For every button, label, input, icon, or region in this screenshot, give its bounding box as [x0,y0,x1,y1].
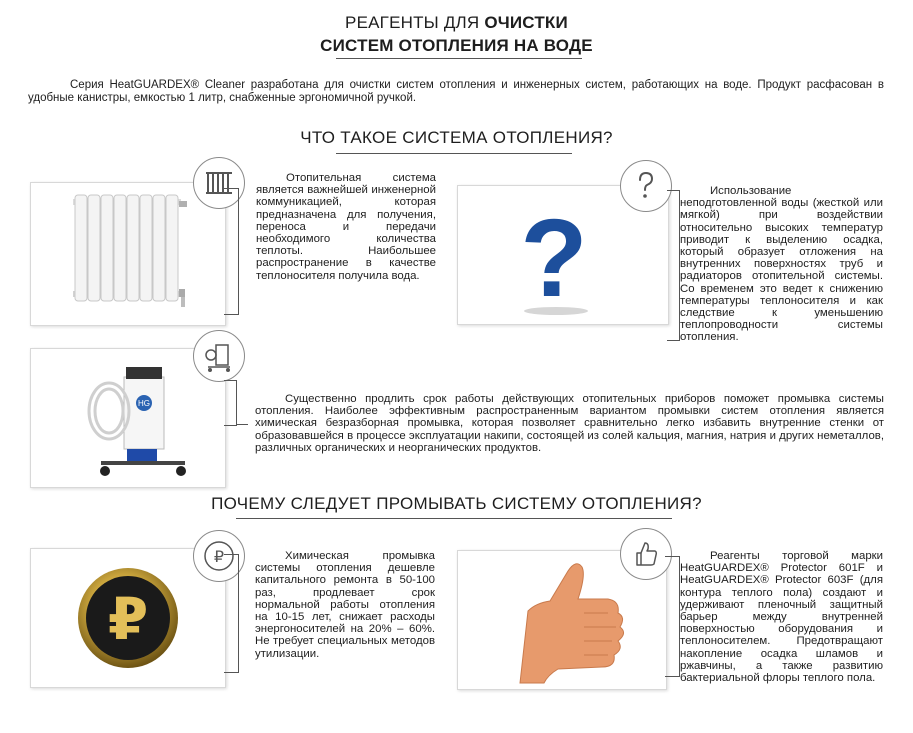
radiator-connector-bottom [224,314,238,315]
device-connector-tail [236,424,248,425]
question-text: Использование неподготовленной воды (жесткой или мягкой) при воздействии относительно высоких температур приводит к выделению осадка, который образует отложения на внутренних поверхностях труб и радиаторов отопительной системы. Со временем это ведет к снижению температуры теплоносителя и как следствие к уменьшению теплопроводности системы отопления. [680,185,883,344]
question-connector [667,190,680,341]
thumb-text: Реагенты торговой марки HeatGUARDEX® Protector 601F и HeatGUARDEX® Protector 603F (для контура теплого пола) создают и удерживают пленочный защитный барьер между внутренней поверхностью оборудования и теплоносителем. Предотвращают накопление осадка шламов и ржавчины, а также развитию бактериальной флоры теплого пола. [680,550,883,685]
thumb-connector [665,556,680,677]
page-subtitle: СИСТЕМ ОТОПЛЕНИЯ НА ВОДЕ [320,36,593,55]
ruble-sign-image: ₽ [107,585,149,653]
section1-underline [336,153,572,154]
device-connector [224,380,237,426]
svg-text:HG: HG [138,399,150,408]
question-mark-image: ? [520,197,588,320]
thumbs-up-image [520,564,624,683]
section1-heading: ЧТО ТАКОЕ СИСТЕМА ОТОПЛЕНИЯ? [300,128,613,147]
thumb-connector-bottom [665,676,679,677]
flushing-device-image [89,367,186,476]
radiator-connector [224,188,239,315]
ruble-text: Химическая промывка системы отопления дешевле капитального ремонта в 50-100 раз, продлевает срок нормальной работы отопления на 10-15 лет, снижает расходы энергоносителей на 20% – 60%. Не требует специальных методов утилизации. [255,550,435,660]
ruble-connector [224,554,239,673]
flushing-text: Существенно продлить срок работы действующих отопительных приборов поможет промывка системы отопления. Наиболее эффективным распространенным вариантом промывки систем отопления является химическая безразборная промывка, которая позволяет сравнительно легко избавить внутренние стенки от образовавшейся в процессе эксплуатации накипи, состоящей из солей кальция, магния, натрия и других неметаллов, различных органических и неорганических продуктов. [255,393,884,454]
question-connector-bottom [667,340,679,341]
ruble-connector-bottom [224,672,238,673]
svg-text:₽: ₽ [213,547,225,566]
question-icon [620,160,672,212]
section2-underline [236,518,672,519]
page-title: РЕАГЕНТЫ ДЛЯ ОЧИСТКИ [345,13,568,32]
device-icon [193,330,245,382]
title-underline [336,58,582,59]
radiator-text: Отопительная система является важнейшей инженерной коммуникацией, которая предназначена для получения, переноса и передачи необходимого количества теплоты. Наибольшее распространение в качестве теплоносителя получила вода. [256,172,436,282]
intro-paragraph: Серия HeatGUARDEX® Cleaner разработана для очистки систем отопления и инженерных систем, работающих на воде. Продукт расфасован в удобные канистры, емкостью 1 литр, снабженные эргономичной ручкой. [28,79,884,104]
section2-heading: ПОЧЕМУ СЛЕДУЕТ ПРОМЫВАТЬ СИСТЕМУ ОТОПЛЕНИЯ? [211,494,702,513]
radiator-image [73,195,187,307]
